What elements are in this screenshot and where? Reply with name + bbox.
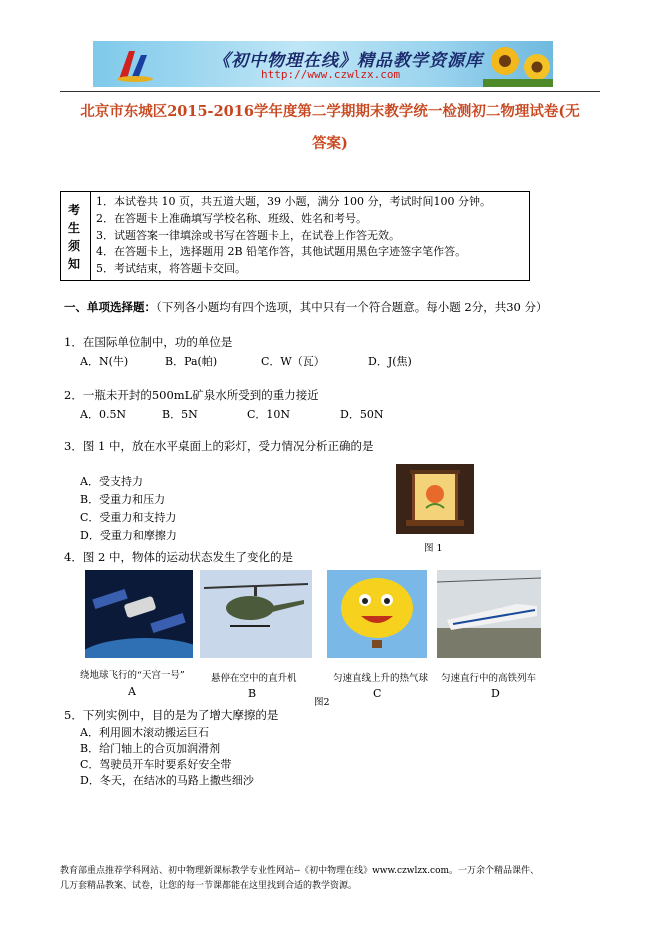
figure-2-letter-b: B	[248, 687, 257, 700]
figure-2-caption-b: 悬停在空中的直升机	[211, 673, 297, 684]
figure-1-caption: 图 1	[424, 543, 443, 554]
figure-2-caption-d: 匀速直行中的高铁列车	[441, 673, 537, 684]
notice-side-char: 须	[68, 239, 81, 253]
figure-2-caption: 图2	[314, 697, 330, 708]
question-3-option-b: B．受重力和压力	[80, 493, 166, 506]
question-3-option-a: A．受支持力	[80, 475, 143, 488]
figure-2-caption-c: 匀速直线上升的热气球	[333, 673, 429, 684]
helicopter-photo	[200, 570, 312, 658]
banner-title: 《初中物理在线》精品教学资源库	[213, 51, 483, 71]
question-5-option-a: A．利用圆木滚动搬运巨石	[80, 726, 209, 739]
figure-2-letter-c: C	[373, 687, 382, 700]
notice-rule: 4．在答题卡上，选择题用 2B 铅笔作答，其他试题用黑色字迹签字笔作答。	[96, 245, 467, 259]
exam-title-line2: 答案)	[312, 135, 348, 152]
section-heading-title: 一、单项选择题：	[64, 300, 156, 314]
footer-line2: 几万套精品教案、试卷，让您的每一节课都能在这里找到合适的教学资源。	[60, 881, 358, 891]
question-2-option-a: A．0.5N	[80, 408, 127, 421]
tiangong-photo	[85, 570, 193, 658]
question-3-stem: 3．图 1 中，放在水平桌面上的彩灯，受力情况分析正确的是	[64, 439, 374, 453]
figure-2-letter-a: A	[128, 685, 136, 698]
question-2-option-b: B．5N	[162, 408, 198, 421]
lantern-photo	[396, 464, 474, 534]
hot-air-balloon-photo	[327, 570, 427, 658]
question-5-stem: 5．下列实例中，目的是为了增大摩擦的是	[64, 708, 279, 722]
notice-side-label	[61, 192, 91, 280]
section-heading-desc: （下列各小题均有四个选项，其中只有一个符合题意。每小题 2分，共30 分）	[156, 300, 548, 314]
question-2-option-d: D．50N	[340, 408, 384, 421]
notice-side-char: 知	[68, 257, 81, 271]
high-speed-train-photo	[437, 570, 541, 658]
question-2-stem: 2．一瓶未开封的500mL矿泉水所受到的重力接近	[64, 388, 319, 402]
notice-rule: 2．在答题卡上准确填写学校名称、班级、姓名和考号。	[96, 211, 367, 225]
notice-rule: 3．试题答案一律填涂或书写在答题卡上，在试卷上作答无效。	[96, 228, 400, 242]
question-5-option-d: D．冬天，在结冰的马路上撒些细沙	[80, 774, 254, 787]
site-banner	[93, 41, 553, 87]
notice-rule: 1．本试卷共 10 页，共五道大题，39 小题，满分 100 分，考试时间100 分钟。	[96, 195, 491, 208]
banner-url[interactable]: http://www.czwlzx.com	[261, 68, 401, 81]
header-rule	[60, 91, 600, 92]
exam-title	[60, 96, 600, 160]
notice-side-char: 生	[68, 221, 81, 235]
candidate-notice-box	[60, 191, 530, 281]
question-5-option-c: C．驾驶员开车时要系好安全带	[80, 758, 232, 771]
question-5-option-b: B．给门轴上的合页加润滑剂	[80, 742, 221, 755]
question-2-option-c: C．10N	[247, 408, 291, 421]
question-1-option-c: C．W（瓦）	[261, 355, 325, 368]
question-3-option-c: C．受重力和支持力	[80, 511, 177, 524]
question-3-option-d: D．受重力和摩擦力	[80, 529, 177, 542]
question-1-option-a: A．N(牛)	[80, 355, 129, 368]
notice-rules	[96, 194, 526, 278]
question-1-option-d: D．J(焦)	[368, 355, 412, 368]
site-logo	[115, 45, 155, 83]
figure-2-caption-a: 绕地球飞行的“天宫一号”	[80, 670, 185, 681]
section-heading	[64, 299, 548, 315]
question-1-stem: 1．在国际单位制中，功的单位是	[64, 335, 233, 349]
footer-line1: 教育部重点推荐学科网站、初中物理新课标教学专业性网站--《初中物理在线》www.czwlzx.com。一万余个精品课件、	[60, 866, 540, 876]
question-1-option-b: B．Pa(帕)	[165, 355, 218, 368]
figure-2-letter-d: D	[491, 687, 500, 700]
question-4-stem: 4．图 2 中，物体的运动状态发生了变化的是	[64, 550, 293, 564]
exam-title-line1: 北京市东城区2015-2016学年度第二学期期末教学统一检测初二物理试卷(无	[80, 103, 580, 120]
notice-side-char: 考	[68, 203, 81, 217]
notice-rule: 5．考试结束，将答题卡交回。	[96, 262, 246, 276]
page-footer	[60, 864, 539, 894]
sunflower-image	[483, 41, 553, 87]
